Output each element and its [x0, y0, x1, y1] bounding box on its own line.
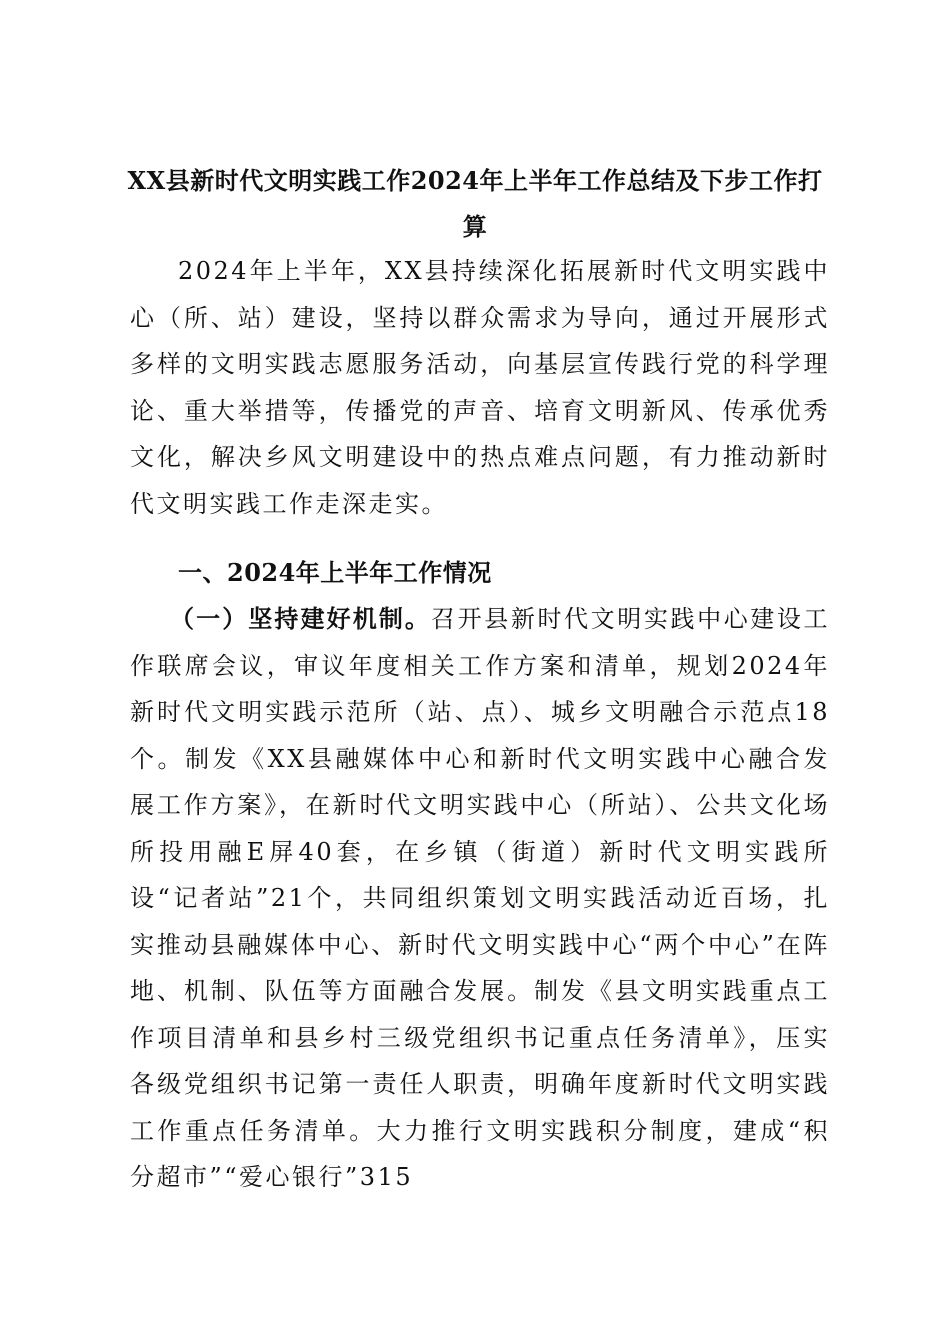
- section-heading: 一、2024年上半年工作情况: [178, 558, 492, 587]
- document-title: XX县新时代文明实践工作2024年上半年工作总结及下步工作打算: [127, 166, 823, 241]
- section-paragraph: [130, 596, 830, 1201]
- section-body: 召开县新时代文明实践中心建设工作联席会议，审议年度相关工作方案和清单，规划2024年新时代文明实践示范所（站、点）、城乡文明融合示范点18个。制发《XX县融媒体中心和新时代文明实践中心融合发展工作方案》，在新时代文明实践中心（所站）、公共文化场所投用融E屏40套，在乡镇（街道）新时代文明实践所设“记者站”21个，共同组织策划文明实践活动近百场，扎实推动县融媒体中心、新时代文明实践中心“两个中心”在阵地、机制、队伍等方面融合发展。制发《县文明实践重点工作项目清单和县乡村三级党组织书记重点任务清单》，压实各级党组织书记第一责任人职责，明确年度新时代文明实践工作重点任务清单。大力推行文明实践积分制度，建成“积分超市”“爱心银行”315: [130, 605, 831, 1191]
- intro-paragraph: 2024年上半年，XX县持续深化拓展新时代文明实践中心（所、站）建设，坚持以群众需求为导向，通过开展形式多样的文明实践志愿服务活动，向基层宣传践行党的科学理论、重大举措等，传播党的声音、培育文明新风、传承优秀文化，解决乡风文明建设中的热点难点问题，有力推动新时代文明实践工作走深走实。: [130, 257, 830, 518]
- section-lead: （一）坚持建好机制。: [170, 604, 432, 633]
